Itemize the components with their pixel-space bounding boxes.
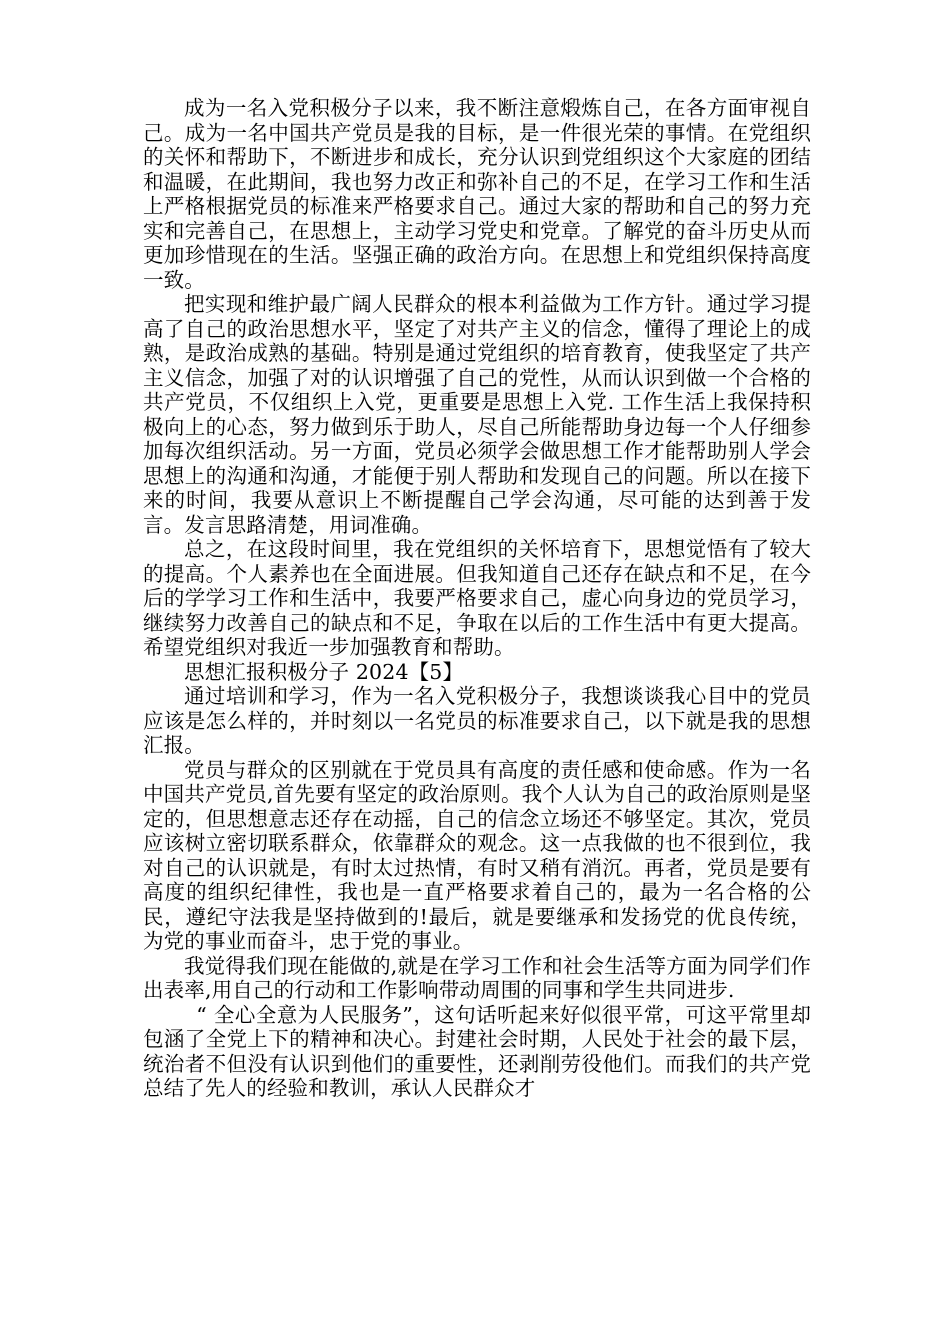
body-paragraph: 党员与群众的区别就在于党员具有高度的责任感和使命感。作为一名中国共产党员,首先要有坚定的政治原则。我个人认为自己的政治原则是坚定的，但思想意志还存在动摇，自己的信念立场还不够坚定。其次，党员应该树立密切联系群众，依靠群众的观念。这一点我做的也不很到位，我对自己的认识就是，有时太过热情，有时又稍有消沉。再者，党员是要有高度的组织纪律性，我也是一直严格要求着自己的，最为一名合格的公民，遵纪守法我是坚持做到的!最后，就是要继承和发扬党的优良传统，为党的事业而奋斗，忠于党的事业。 [143, 757, 811, 953]
body-paragraph: 成为一名入党积极分子以来，我不断注意煅炼自己，在各方面审视自己。成为一名中国共产党员是我的目标，是一件很光荣的事情。在党组织的关怀和帮助下，不断进步和成长，充分认识到党组织这个大家庭的团结和温暖，在此期间，我也努力改正和弥补自己的不足，在学习工作和生活上严格根据党员的标准来严格要求自己。通过大家的帮助和自己的努力充实和完善自己，在思想上，主动学习党史和党章。了解党的奋斗历史从而更加珍惜现在的生活。坚强正确的政治方向。在思想上和党组织保持高度一致。 [143, 96, 811, 292]
document-page [143, 96, 811, 1101]
body-paragraph: 总之，在这段时间里，我在党组织的关怀培育下，思想觉悟有了较大的提高。个人素养也在全面进展。但我知道自己还存在缺点和不足，在今后的学学习工作和生活中，我要严格要求自己，虚心向身边的党员学习，继续努力改善自己的缺点和不足，争取在以后的工作生活中有更大提高。希望党组织对我近一步加强教育和帮助。 [143, 537, 811, 659]
body-paragraph: 我觉得我们现在能做的,就是在学习工作和社会生活等方面为同学们作出表率,用自己的行动和工作影响带动周围的同事和学生共同进步. [143, 953, 811, 1002]
body-paragraph: 通过培训和学习，作为一名入党积极分子，我想谈谈我心目中的党员应该是怎么样的，并时刻以一名党员的标准要求自己，以下就是我的思想汇报。 [143, 684, 811, 757]
section-heading: 思想汇报积极分子 2024【5】 [184, 659, 464, 684]
body-paragraph: 把实现和维护最广阔人民群众的根本利益做为工作方针。通过学习提高了自己的政治思想水平，坚定了对共产主义的信念，懂得了理论上的成熟，是政治成熟的基础。特别是通过党组织的培育教育，使我坚定了共产主义信念，加强了对的认识增强了自己的党性，从而认识到做一个合格的共产党员，不仅组织上入党，更重要是思想上入党. 工作生活上我保持积极向上的心态，努力做到乐于助人，尽自己所能帮助身边每一个人仔细参加每次组织活动。另一方面，党员必须学会做思想工作才能帮助别人学会思想上的沟通和沟通，才能便于别人帮助和发现自己的问题。所以在接下来的时间，我要从意识上不断提醒自己学会沟通，尽可能的达到善于发言。发言思路清楚，用词准确。 [143, 292, 811, 537]
body-paragraph: “ 全心全意为人民服务”，这句话听起来好似很平常，可这平常里却包涵了全党上下的精神和决心。封建社会时期，人民处于社会的最下层，统治者不但没有认识到他们的重要性，还剥削劳役他们。而我们的共产党总结了先人的经验和教训，承认人民群众才 [143, 1002, 811, 1100]
